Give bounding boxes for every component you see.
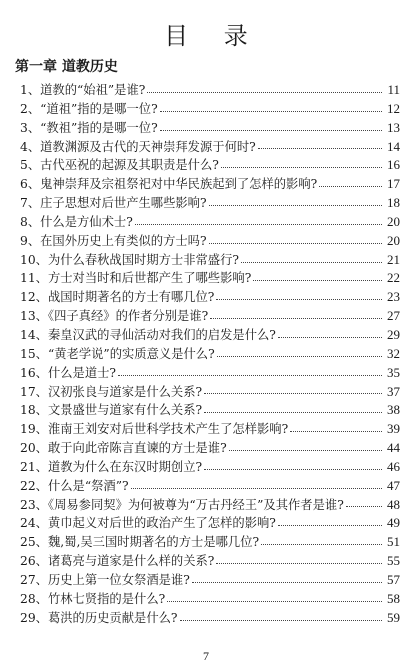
dot-leader bbox=[217, 356, 382, 357]
toc-entry-page: 11 bbox=[387, 82, 400, 97]
toc-entry-page: 46 bbox=[387, 458, 400, 474]
dot-leader bbox=[241, 262, 382, 263]
toc-entry-page: 18 bbox=[387, 195, 400, 211]
toc-entry-page: 47 bbox=[387, 477, 400, 493]
toc-entry-page: 44 bbox=[387, 440, 400, 456]
dot-leader bbox=[131, 488, 382, 489]
toc-entry[interactable] bbox=[20, 212, 400, 231]
toc-entry[interactable] bbox=[20, 363, 400, 382]
dot-leader bbox=[319, 186, 382, 187]
toc-entry-title: 9、在国外历史上有类似的方士吗? bbox=[20, 233, 207, 248]
toc-entry-page: 12 bbox=[387, 100, 400, 116]
toc-entry-title: 14、秦皇汉武的寻仙活动对我们的启发是什么? bbox=[20, 327, 276, 342]
toc-entry-page: 55 bbox=[387, 553, 400, 569]
toc-entry-page: 39 bbox=[387, 421, 400, 437]
table-of-contents bbox=[20, 80, 400, 626]
toc-entry[interactable] bbox=[20, 287, 400, 306]
toc-entry-title: 5、古代巫祝的起源及其职责是什么? bbox=[20, 158, 219, 173]
dot-leader bbox=[346, 506, 382, 507]
toc-entry[interactable] bbox=[20, 268, 400, 287]
toc-entry-title: 15、“黄老学说”的实质意义是什么? bbox=[20, 346, 215, 361]
toc-entry[interactable] bbox=[20, 155, 400, 174]
toc-entry[interactable] bbox=[20, 457, 400, 476]
toc-entry[interactable] bbox=[20, 137, 400, 156]
toc-entry[interactable] bbox=[20, 589, 400, 608]
dot-leader bbox=[278, 337, 382, 338]
toc-entry[interactable] bbox=[20, 476, 400, 495]
chapter-heading: 第一章 道教历史 bbox=[15, 59, 118, 75]
dot-leader bbox=[261, 544, 382, 545]
toc-entry[interactable] bbox=[20, 382, 400, 401]
toc-entry-title: 12、战国时期著名的方士有哪几位? bbox=[20, 290, 215, 305]
toc-entry-page: 17 bbox=[387, 176, 400, 192]
dot-leader bbox=[204, 469, 382, 470]
toc-entry[interactable] bbox=[20, 438, 400, 457]
toc-entry-page: 23 bbox=[387, 289, 400, 305]
toc-entry-page: 22 bbox=[387, 270, 400, 286]
page-number: 7 bbox=[203, 649, 209, 663]
toc-entry-title: 21、道教为什么在东汉时期创立? bbox=[20, 459, 203, 474]
dot-leader bbox=[204, 412, 382, 413]
toc-entry[interactable] bbox=[20, 99, 400, 118]
dot-leader bbox=[210, 318, 382, 319]
dot-leader bbox=[180, 620, 382, 621]
toc-entry-page: 27 bbox=[387, 308, 400, 324]
toc-entry-title: 19、淮南王刘安对后世科学技术产生了怎样影响? bbox=[20, 422, 289, 437]
toc-entry-title: 28、竹林七贤指的是什么? bbox=[20, 591, 166, 606]
toc-entry[interactable] bbox=[20, 174, 400, 193]
dot-leader bbox=[192, 582, 382, 583]
toc-entry-title: 3、“教祖”指的是哪一位? bbox=[20, 120, 158, 135]
toc-entry-page: 51 bbox=[387, 534, 400, 550]
toc-entry-page: 58 bbox=[387, 590, 400, 606]
dot-leader bbox=[253, 280, 382, 281]
toc-entry-title: 25、魏,蜀,吴三国时期著名的方士是哪几位? bbox=[20, 535, 260, 550]
toc-entry-page: 21 bbox=[387, 251, 400, 267]
toc-entry-title: 18、文景盛世与道家有什么关系? bbox=[20, 403, 203, 418]
toc-entry-page: 16 bbox=[387, 157, 400, 173]
toc-entry[interactable] bbox=[20, 306, 400, 325]
toc-entry-page: 38 bbox=[387, 402, 400, 418]
toc-entry-page: 20 bbox=[387, 213, 400, 229]
dot-leader bbox=[167, 601, 382, 602]
toc-entry[interactable] bbox=[20, 608, 400, 627]
toc-entry-title: 16、什么是道士? bbox=[20, 365, 117, 380]
toc-entry-page: 13 bbox=[387, 119, 400, 135]
dot-leader bbox=[160, 130, 382, 131]
toc-entry-page: 20 bbox=[387, 232, 400, 248]
toc-entry[interactable] bbox=[20, 495, 400, 514]
toc-entry[interactable] bbox=[20, 250, 400, 269]
toc-entry-page: 57 bbox=[387, 571, 400, 587]
toc-entry-page: 49 bbox=[387, 515, 400, 531]
dot-leader bbox=[160, 111, 382, 112]
dot-leader bbox=[258, 148, 382, 149]
dot-leader bbox=[209, 243, 382, 244]
page-title: 目 录 bbox=[164, 22, 262, 50]
toc-entry-title: 23、《周易参同契》为何被尊为“万古丹经王”及其作者是谁? bbox=[20, 497, 344, 512]
toc-entry-page: 29 bbox=[387, 326, 400, 342]
toc-entry-title: 20、敢于向此帝陈言直谏的方士是谁? bbox=[20, 441, 227, 456]
toc-entry-title: 4、道教渊源及古代的天神崇拜发源于何时? bbox=[20, 139, 256, 154]
toc-entry-page: 37 bbox=[387, 383, 400, 399]
toc-entry[interactable] bbox=[20, 513, 400, 532]
toc-entry-title: 17、汉初张良与道家是什么关系? bbox=[20, 384, 203, 399]
toc-entry-title: 22、什么是“祭酒”? bbox=[20, 478, 129, 493]
toc-entry[interactable] bbox=[20, 551, 400, 570]
toc-entry-page: 35 bbox=[387, 364, 400, 380]
toc-entry-title: 24、黄巾起义对后世的政治产生了怎样的影响? bbox=[20, 516, 276, 531]
toc-entry[interactable] bbox=[20, 80, 400, 99]
toc-entry-title: 26、诸葛亮与道家是什么样的关系? bbox=[20, 554, 215, 569]
toc-entry[interactable] bbox=[20, 231, 400, 250]
dot-leader bbox=[216, 299, 382, 300]
toc-entry-title: 2、“道祖”指的是哪一位? bbox=[20, 101, 158, 116]
toc-entry[interactable] bbox=[20, 400, 400, 419]
toc-entry-title: 29、葛洪的历史贡献是什么? bbox=[20, 610, 178, 625]
dot-leader bbox=[147, 92, 382, 93]
toc-entry-page: 14 bbox=[387, 138, 400, 154]
toc-entry-title: 10、为什么春秋战国时期方士非常盛行? bbox=[20, 252, 239, 267]
dot-leader bbox=[209, 205, 382, 206]
toc-entry-title: 13、《四子真经》的作者分别是谁? bbox=[20, 309, 209, 324]
toc-entry[interactable] bbox=[20, 193, 400, 212]
toc-entry[interactable] bbox=[20, 344, 400, 363]
toc-entry-title: 8、什么是方仙术士? bbox=[20, 214, 133, 229]
dot-leader bbox=[204, 393, 382, 394]
toc-entry-page: 48 bbox=[387, 496, 400, 512]
dot-leader bbox=[216, 563, 382, 564]
toc-entry-title: 7、庄子思想对后世产生哪些影响? bbox=[20, 196, 207, 211]
toc-entry-title: 6、鬼神崇拜及宗祖祭祀对中华民族起到了怎样的影响? bbox=[20, 177, 318, 192]
toc-entry[interactable] bbox=[20, 118, 400, 137]
toc-entry[interactable] bbox=[20, 532, 400, 551]
toc-entry-title: 27、历史上第一位女祭酒是谁? bbox=[20, 572, 190, 587]
toc-entry[interactable] bbox=[20, 570, 400, 589]
dot-leader bbox=[229, 450, 382, 451]
toc-entry-title: 1、道教的“始祖”是谁? bbox=[20, 83, 146, 97]
dot-leader bbox=[290, 431, 382, 432]
dot-leader bbox=[135, 224, 382, 225]
toc-entry[interactable] bbox=[20, 325, 400, 344]
toc-entry[interactable] bbox=[20, 419, 400, 438]
dot-leader bbox=[221, 167, 382, 168]
dot-leader bbox=[278, 525, 382, 526]
toc-entry-title: 11、方士对当时和后世都产生了哪些影响? bbox=[20, 271, 252, 286]
toc-entry-page: 32 bbox=[387, 345, 400, 361]
toc-entry-page: 59 bbox=[387, 609, 400, 625]
dot-leader bbox=[118, 375, 382, 376]
